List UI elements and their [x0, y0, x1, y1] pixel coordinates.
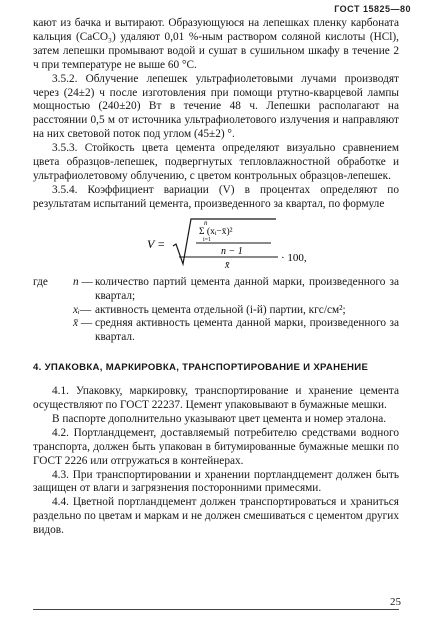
definition-text: активность цемента отдельной (i-й) партии, кгс/см²;: [95, 303, 346, 316]
sum-expression: Σ (xᵢ−x̄)²: [199, 226, 233, 237]
definition-symbol: n —: [73, 275, 93, 288]
sum-index: i=1: [203, 236, 212, 243]
page-number: 25: [390, 596, 401, 608]
section-4-title: 4. УПАКОВКА, МАРКИРОВКА, ТРАНСПОРТИРОВАНИЕ И ХРАНЕНИЕ: [33, 362, 369, 374]
formula-factor: · 100,: [281, 251, 307, 264]
paragraph-4-2: 4.2. Портландцемент, доставляемый потребителю средствами водного транспорта, должен быть упакован в битумированные бумажные мешки по ГОСТ 2226 или отгружаться в контейнерах.: [33, 426, 399, 467]
definitions-list: [33, 276, 399, 346]
paragraph-4-1-passport: В паспорте дополнительно указывают цвет цемента и номер эталона.: [52, 412, 387, 425]
inner-denominator: n − 1: [221, 245, 243, 257]
bottom-rule: [33, 609, 399, 610]
definition-text: количество партий цемента данной марки, произведенного за квартал;: [95, 275, 399, 302]
main-denominator: x̄: [225, 259, 230, 270]
paragraph-4-1: 4.1. Упаковку, маркировку, транспортирование и хранение цемента осуществляют по ГОСТ 22237. Цемент упаковывают в бумажные мешки.: [33, 385, 399, 412]
formula-lhs: V =: [147, 236, 166, 251]
body-text: [33, 17, 399, 538]
paragraph-4-4: 4.4. Цветной портландцемент должен транспортироваться и храниться раздельно по цветам и маркам и не должен смешиваться с цементом других видов.: [33, 496, 399, 537]
definition-row: [33, 317, 399, 345]
definition-row: [33, 276, 399, 304]
definition-text: средняя активность цемента данной марки, произведенного за квартал.: [95, 317, 399, 344]
sum-top-limit: n: [204, 218, 208, 227]
where-word: где: [33, 275, 48, 288]
paragraph-3-5-4: 3.5.4. Коэффициент вариации (V) в процентах определяют по результатам испытаний цемента, произведенного за квартал, по формуле: [33, 183, 399, 210]
definition-symbol: x̄ —: [73, 317, 93, 330]
paragraph-3-5-2: 3.5.2. Облучение лепешек ультрафиолетовыми лучами производят через (24±2) ч после изготовления при помощи ртутно-кварцевой лампы мощностью (240±20) Вт в течение 48 ч. Лепешки располагают на расстоянии 0,5 м от источника ультрафиолетового излучения и направляют на них световой поток под углом (45±2) °.: [33, 72, 399, 141]
variation-formula: [33, 216, 399, 270]
definition-symbol: xᵢ—: [73, 303, 92, 316]
definition-row: [33, 304, 399, 318]
paragraph-4-3: 4.3. При транспортировании и хранении портландцемент должен быть защищен от влаги и загрязнения посторонними примесями.: [33, 468, 399, 495]
running-header: ГОСТ 15825—80: [334, 4, 411, 14]
paragraph-continuation: кают из бачка и вытирают. Образующуюся на лепешках пленку карбоната кальция (CaCO₃) удаляют 0,01 %-ным раствором соляной кислоты (HCl), затем лепешки промывают водой и сушат в сушильном шкафу в течение 2 ч при температуре не выше 60 °С.: [33, 17, 399, 71]
paragraph-3-5-3: 3.5.3. Стойкость цвета цемента определяют визуально сравнением цвета образцов-лепешек, подвергнутых тепловлажностной обработке и ультрафиолетовому облучению, с цветом контрольных образцов-лепешек.: [33, 142, 399, 182]
formula-graphic: [33, 216, 399, 270]
